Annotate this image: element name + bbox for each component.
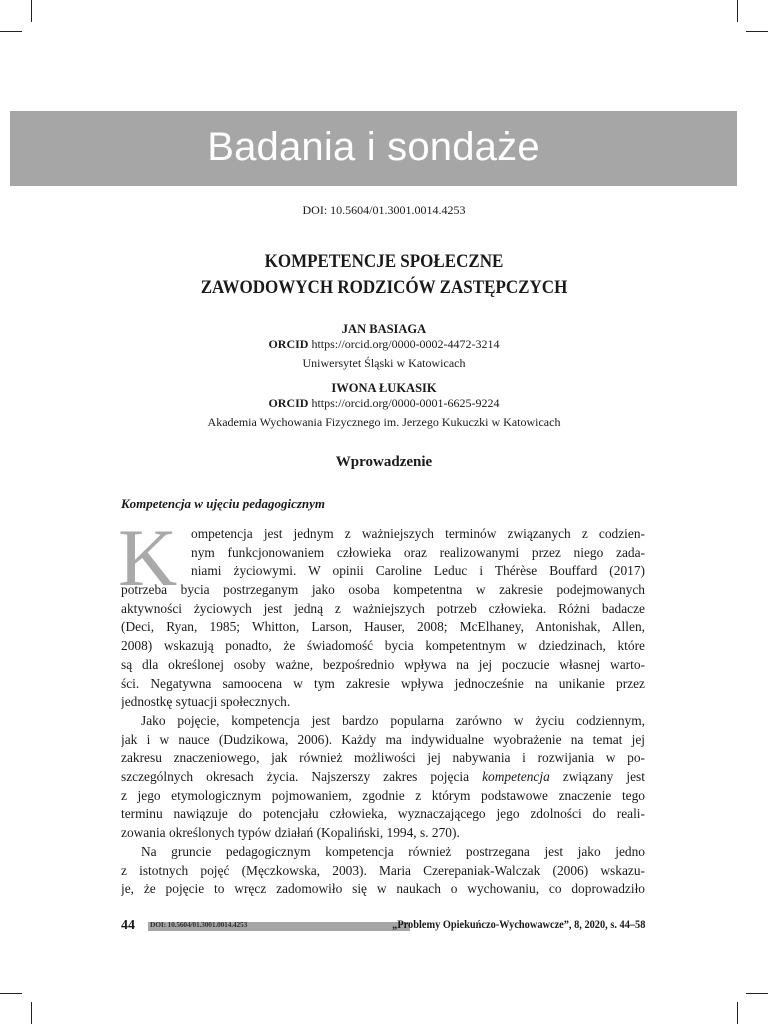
- text-line: [121, 768, 645, 787]
- orcid-link[interactable]: https://orcid.org/0000-0001-6625-9224: [311, 396, 500, 410]
- paragraph: [121, 843, 645, 899]
- text-line: niami życiowymi. W opinii Caroline Leduc i Thérèse Bouffard (2017): [191, 563, 645, 579]
- text-line: są dla określonej osoby ważne, bezpośrednio wpływa na jej poczucie własnej warto-: [121, 656, 645, 672]
- text-line: jak i w nauce (Dudzikowa, 2006). Każdy ma indywidualne wyobrażenie na temat jej: [121, 731, 645, 747]
- author-affiliation: Uniwersytet Śląski w Katowicach: [302, 356, 466, 370]
- crop-mark: [746, 993, 768, 994]
- crop-mark: [31, 0, 32, 22]
- crop-mark: [0, 31, 22, 32]
- text-line: zowania określonych typów działań (Kopaliński, 1994, s. 270).: [121, 825, 460, 841]
- article-doi: DOI: 10.5604/01.3001.0014.4253: [302, 203, 466, 217]
- paragraph: [121, 525, 645, 712]
- text-line: z jego etymologicznym pojmowaniem, zgodnie z którym podstawowe znaczenie tego: [121, 787, 645, 803]
- text-line: zakresu znaczeniowego, jak również możliwości jej nabywania i rozwijania w po-: [121, 750, 645, 766]
- text-line: je, że pojęcie to wręcz zadomowiło się w naukach o wychowaniu, co doprowadziło: [121, 881, 645, 897]
- text-line: nym funkcjonowaniem człowieka oraz realizowanymi przez niego zada-: [191, 544, 645, 560]
- text-line: Na gruncie pedagogicznym kompetencja również postrzegana jest jako jedno: [141, 844, 645, 859]
- drop-cap: K: [118, 512, 178, 603]
- article-title-line: KOMPETENCJE SPOŁECZNE: [264, 252, 504, 272]
- text-line: ompetencja jest jednym z ważniejszych terminów związanych z codzien-: [191, 526, 645, 541]
- text-line: 2008) wskazują ponadto, że świadomość bycia kompetentnym w dziedzinach, które: [121, 638, 645, 654]
- text-line: (Deci, Ryan, 1985; Whitton, Larson, Hauser, 2008; McElhaney, Antonishak, Allen,: [121, 619, 645, 635]
- text-line: potrzeba bycia postrzeganym jako osoba kompetentna w zakresie podejmowanych: [121, 582, 645, 598]
- subsection-heading: Kompetencja w ujęciu pedagogicznym: [121, 496, 326, 511]
- crop-mark: [0, 993, 22, 994]
- text-line: jednostkę sytuacji społecznych.: [121, 694, 291, 710]
- text-line: z istotnych pojęć (Męczkowska, 2003). Maria Czerepaniak-Walczak (2006) wskazu-: [121, 862, 645, 878]
- text-line: terminu nawiązuje do potencjału człowieka, wyznaczającego jego zdolności do reali-: [121, 806, 645, 822]
- author-orcid: [0, 396, 768, 411]
- crop-mark: [737, 0, 738, 22]
- crop-mark: [737, 1002, 738, 1024]
- crop-mark: [31, 1002, 32, 1024]
- italic-term: kompetencja: [482, 769, 550, 785]
- page-number: 44: [121, 918, 135, 933]
- text-line: ści. Negatywna samoocena w tym zakresie wpływa jednocześnie na unikanie przez: [121, 675, 645, 691]
- text-line: Jako pojęcie, kompetencja jest bardzo popularna zarówno w życiu codziennym,: [141, 713, 645, 728]
- crop-mark: [746, 31, 768, 32]
- section-heading: Wprowadzenie: [335, 454, 433, 470]
- author-name: IWONA ŁUKASIK: [331, 381, 437, 395]
- text-fragment: związany jest: [549, 769, 645, 785]
- text-fragment: szczególnych okresach życia. Najszerszy zakres pojęcia: [121, 769, 483, 785]
- article-title-line: ZAWODOWYCH RODZICÓW ZASTĘPCZYCH: [200, 278, 568, 298]
- section-banner: [10, 111, 737, 186]
- orcid-link[interactable]: https://orcid.org/0000-0002-4472-3214: [311, 337, 500, 351]
- orcid-label: ORCID: [268, 337, 309, 351]
- banner-title: Badania i sondaże: [207, 125, 540, 169]
- orcid-label: ORCID: [268, 396, 309, 410]
- author-name: JAN BASIAGA: [341, 322, 427, 336]
- footer-doi: DOI: 10.5604/01.3001.0014.4253: [150, 920, 248, 929]
- text-line: aktywności życiowych jest jedną z ważniejszych potrzeb człowieka. Różni badacze: [121, 600, 645, 616]
- footer-journal: „Problemy Opiekuńczo-Wychowawcze”, 8, 2020, s. 44–58: [391, 919, 645, 931]
- article-title: [31, 249, 738, 301]
- author-affiliation: Akademia Wychowania Fizycznego im. Jerzego Kukuczki w Katowicach: [207, 415, 561, 429]
- author-orcid: [0, 337, 768, 352]
- paragraph: [121, 712, 645, 843]
